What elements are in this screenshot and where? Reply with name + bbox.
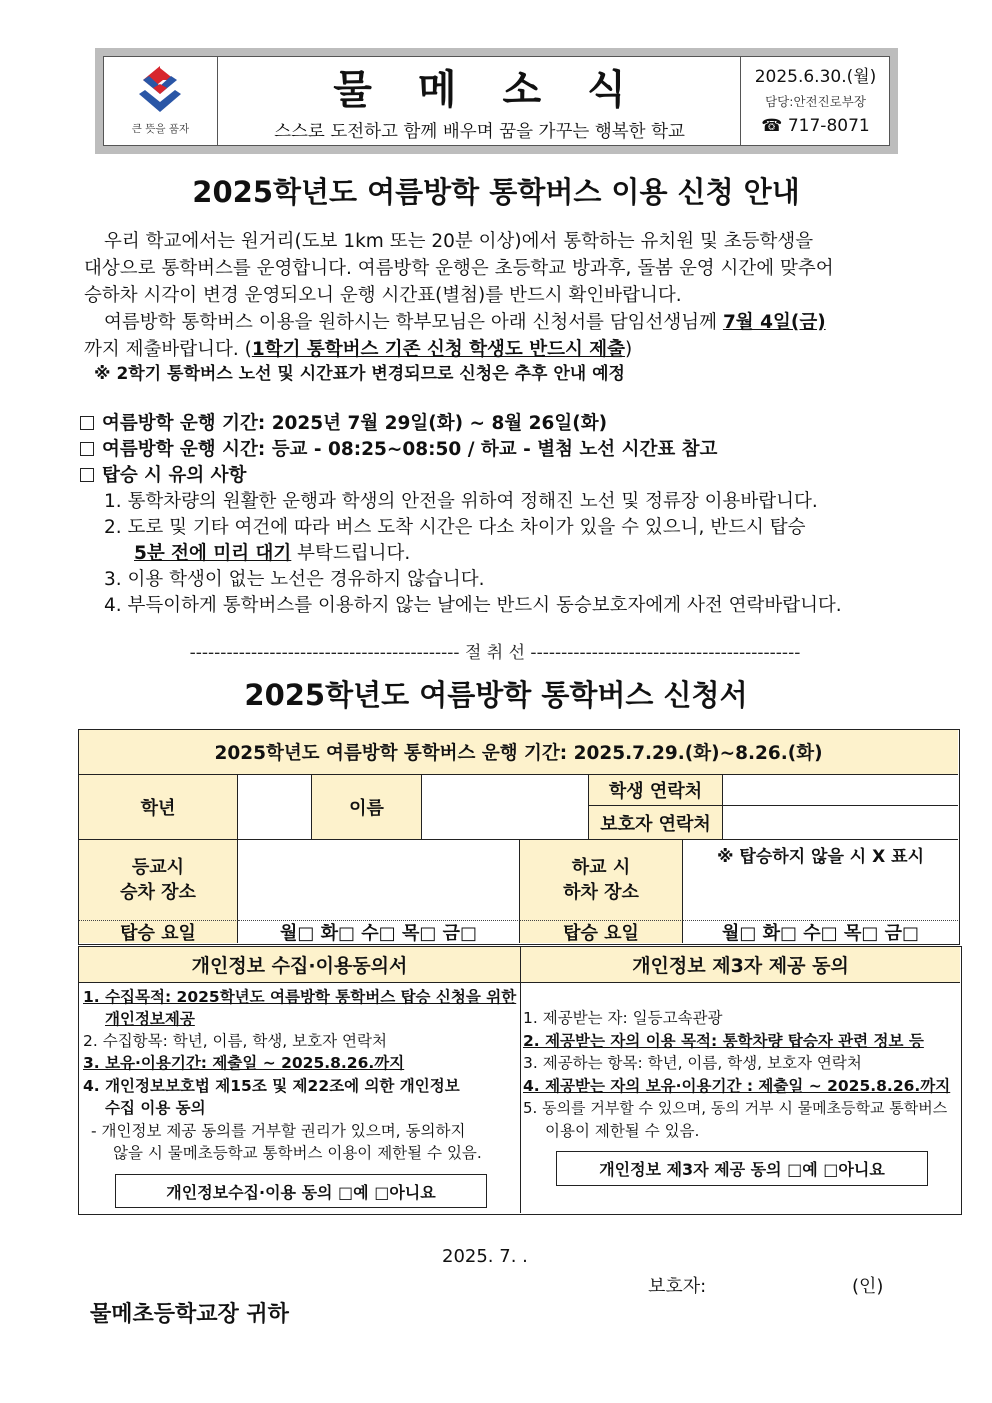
alighting-days-label: 탑승 요일 [520,921,683,943]
recipient: 1. 제공받는 자: 일등고속관광 [523,1009,723,1027]
addressee: 물메초등학교장 귀하 [90,1302,289,1327]
paragraph-2-line-1 [104,309,826,336]
paragraph-1-line-1: 우리 학교에서는 원거리(도보 1km 또는 20분 이상)에서 통학하는 유치원 및 초등학생을 [104,231,814,252]
newsletter-title: 물메소식 [333,67,672,113]
school-logo-icon [131,64,189,116]
recipient-retention: 4. 제공받는 자의 보유·이용기간 : 제출일 ~ 2025.8.26.까지 [523,1077,951,1095]
operation-period: 여름방학 운행 기간: 2025년 7월 29일(화) ~ 8월 26일(화) [80,410,607,437]
boarding-place-label: 등교시 승차 장소 [79,840,238,921]
refusal-line-2: 않을 시 물메초등학교 통학버스 이용이 제한될 수 있음. [113,1144,482,1162]
submission-date: 2025. 7. . [442,1246,528,1267]
logo-caption: 큰 뜻을 품자 [131,123,190,135]
consent-divider [520,947,521,1213]
checkbox-icon [80,468,94,482]
collection-consent-checkbox[interactable]: 개인정보수집·이용 동의 □예 □아니요 [115,1174,487,1208]
consent-section [78,946,962,1215]
paragraph-2-line-2 [84,336,632,363]
student-contact-field[interactable] [723,775,958,806]
guardian-contact-field[interactable] [723,806,958,840]
caution-2-line-2: 5분 전에 미리 대기 부탁드립니다. [134,543,411,564]
boarding-days-label: 탑승 요일 [79,921,238,943]
cut-line: -------------------------------------------- 절 취 선 -------------------------------------------- [189,643,801,663]
notice-title: 2025학년도 여름방학 통학버스 이용 신청 안내 [192,175,800,209]
guardian-contact-label: 보호자 연락처 [589,806,723,840]
legal-basis-line-2: 수집 이용 동의 [105,1099,206,1117]
purpose-line-2: 개인정보제공 [105,1010,195,1028]
paragraph-1-line-2: 대상으로 통학버스를 운영합니다. 여름방학 운행은 초등학교 방과후, 돌봄 운영 시간에 맞추어 [84,258,834,279]
grade-field[interactable] [238,775,312,840]
legal-basis-line-1: 4. 개인정보보호법 제15조 및 제22조에 의한 개인정보 [83,1077,460,1095]
refusal-line-1: - 개인정보 제공 동의를 거부할 권리가 있으며, 동의하지 [91,1122,466,1140]
collection-items: 2. 수집항목: 학년, 이름, 학생, 보호자 연락처 [83,1032,387,1050]
paragraph-1-line-3: 승하차 시각이 변경 운영되오니 운행 시간표(별첨)를 반드시 확인바랍니다. [84,285,682,306]
deadline: 7월 4일(금) [722,312,826,333]
caution-1: 1. 통학차량의 원활한 운행과 학생의 안전을 위하여 정해진 노선 및 정류장 이용바랍니다. [104,491,818,512]
application-form [78,729,960,945]
paragraph-2-text-b: 까지 제출바랍니다. ( [84,339,252,360]
checkbox-icon [80,442,94,456]
no-ride-note: ※ 탑승하지 않을 시 X 표시 [716,847,925,867]
grade-label: 학년 [79,775,238,840]
alighting-place-field[interactable] [683,840,958,921]
application-title: 2025학년도 여름방학 통학버스 신청서 [244,678,748,712]
paragraph-2-text-c: ) [625,339,633,360]
purpose-line-1: 1. 수집목적: 2025학년도 여름방학 통학버스 탑승 신청을 위한 [83,988,517,1006]
provided-items: 3. 제공하는 항목: 학년, 이름, 학생, 보호자 연락처 [523,1054,862,1072]
recipient-purpose: 2. 제공받는 자의 이용 목적: 통학차량 탑승자 관련 정보 등 [523,1032,924,1050]
school-motto: 스스로 도전하고 함께 배우며 꿈을 가꾸는 행복한 학교 [274,122,685,142]
third-party-refusal-line-2: 이용이 제한될 수 있음. [545,1122,700,1140]
issue-date: 2025.6.30.(월) [754,67,877,87]
seal-mark: (인) [852,1276,884,1297]
third-party-consent-title: 개인정보 제3자 제공 동의 [521,947,960,983]
paragraph-2-text: 여름방학 통학버스 이용을 원하시는 학부모님은 아래 신청서를 담임선생님께 [104,312,718,333]
person-in-charge: 담당:안전진로부장 [765,94,866,109]
name-label: 이름 [312,775,422,840]
operation-hours: 여름방학 운행 시간: 등교 - 08:25~08:50 / 하교 - 별첨 노선 시간표 참고 [80,436,717,463]
resubmit-note: 1학기 통학버스 기존 신청 학생도 반드시 제출 [251,339,626,360]
caution-4: 4. 부득이하게 통학버스를 이용하지 않는 날에는 반드시 동승보호자에게 사전 연락바랍니다. [104,595,842,616]
caution-title: 탑승 시 유의 사항 [80,462,246,489]
guardian-label: 보호자: [648,1276,707,1297]
student-contact-label: 학생 연락처 [589,775,723,806]
retention-period: 3. 보유·이용기간: 제출일 ~ 2025.8.26.까지 [83,1054,405,1072]
third-party-consent-checkbox[interactable]: 개인정보 제3자 제공 동의 □예 □아니요 [556,1151,928,1186]
phone-number: ☎ 717-8071 [761,116,870,136]
second-semester-note: ※ 2학기 통학버스 노선 및 시간표가 변경되므로 신청은 추후 안내 예정 [94,364,625,384]
collection-consent-title: 개인정보 수집·이용동의서 [79,947,520,983]
wait-5-min: 5분 전에 미리 대기 [134,543,292,564]
operation-period-row: 2025학년도 여름방학 통학버스 운행 기간: 2025.7.29.(화)~8.26.(화) [79,730,958,775]
checkbox-icon [80,416,94,430]
alighting-days-checkboxes[interactable]: 월□ 화□ 수□ 목□ 금□ [721,923,920,944]
third-party-refusal-line-1: 5. 동의를 거부할 수 있으며, 동의 거부 시 물메초등학교 통학버스 [523,1099,948,1117]
name-field[interactable] [422,775,589,840]
caution-2-line-1: 2. 도로 및 기타 여건에 따라 버스 도착 시간은 다소 차이가 있을 수 있으니, 반드시 탑승 [104,517,806,538]
boarding-days-checkboxes[interactable]: 월□ 화□ 수□ 목□ 금□ [238,921,520,943]
alighting-place-label: 하교 시 하차 장소 [520,840,683,921]
caution-3: 3. 이용 학생이 없는 노선은 경유하지 않습니다. [104,569,485,590]
boarding-place-field[interactable] [238,840,520,921]
